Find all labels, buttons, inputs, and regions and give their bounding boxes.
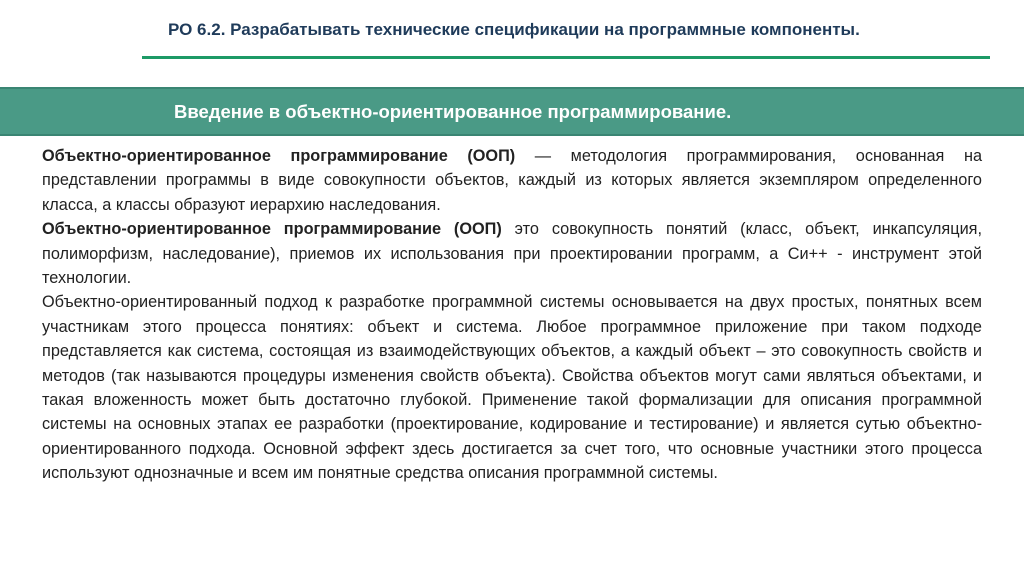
paragraph-oop-concepts bbox=[42, 217, 982, 290]
term-oop: Объектно-ориентированное программирование (ООП) bbox=[42, 220, 502, 239]
section-title: Введение в объектно-ориентированное программирование. bbox=[174, 101, 732, 122]
slide-body bbox=[42, 144, 982, 486]
section-banner bbox=[0, 87, 1024, 136]
paragraph-oop-definition bbox=[42, 144, 982, 217]
paragraph-oop-approach bbox=[42, 290, 982, 485]
definition-text: — методология программирования, основанная на представлении программы в виде совокупности объектов, каждый из которых является экземпляром определенного класса, а классы образуют иерархию наследования. bbox=[42, 147, 982, 214]
concepts-text: это совокупность понятий (класс, объект, инкапсуляция, полиморфизм, наследование), приемов их использования при проектировании программ, а Си++ - инструмент этой технологии. bbox=[42, 220, 983, 288]
header-divider bbox=[142, 56, 990, 59]
approach-text: Объектно-ориентированный подход к разработке программной системы основывается на двух простых, понятных всем участникам этого процесса понятиях: объект и система. Любое программное приложение при таком подходе представляется как система, состоящая из взаимодействующих объектов, а каждый объект – это совокупность свойств и методов (так называются процедуры изменения свойств объекта). Свойства объектов могут сами являться объектами, и такая вложенность может быть достаточно глубокой. Применение такой формализации для описания программной системы на основных этапах ее разработки (проектирование, кодирование и тестирование) и является сутью объектно-ориентированного подхода. Основной эффект здесь достигается за счет того, что основные участники этого процесса используют однозначные и всем им понятные средства описания программной системы. bbox=[42, 293, 982, 483]
term-oop: Объектно-ориентированное программирование (ООП) bbox=[42, 147, 516, 165]
slide-header-title: РО 6.2. Разрабатывать технические спецификации на программные компоненты. bbox=[168, 20, 860, 39]
